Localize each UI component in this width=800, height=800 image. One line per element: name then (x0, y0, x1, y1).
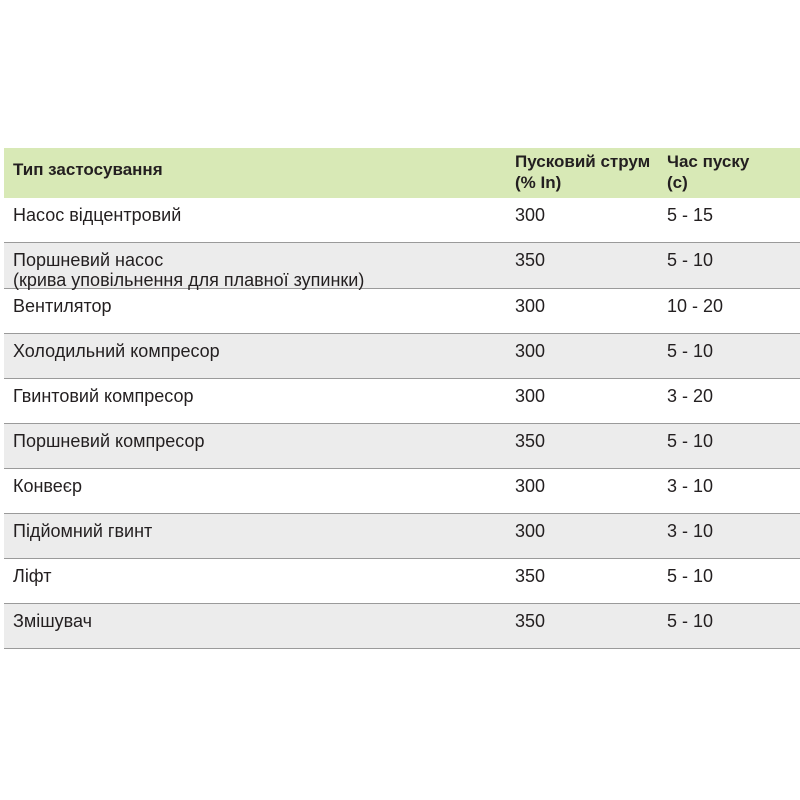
header-starting-current: Пусковий струм (% In) (515, 152, 651, 192)
cell-application: Підйомний гвинт (13, 521, 153, 541)
cell-time: 3 - 20 (667, 386, 714, 406)
table-header-row (4, 148, 800, 198)
cell-current: 300 (515, 296, 546, 316)
table-row (4, 243, 800, 289)
cell-current: 300 (515, 521, 546, 541)
table-row (4, 469, 800, 514)
cell-application: Поршневий насос (крива уповільнення для плавної зупинки) (13, 250, 365, 290)
cell-application: Холодильний компресор (13, 341, 220, 361)
cell-application: Гвинтовий компресор (13, 386, 194, 406)
cell-application: Ліфт (13, 566, 52, 586)
cell-current: 350 (515, 611, 546, 631)
table-row (4, 334, 800, 379)
table-row (4, 289, 800, 334)
cell-time: 3 - 10 (667, 476, 714, 496)
cell-time: 5 - 10 (667, 611, 714, 631)
cell-current: 300 (515, 205, 546, 225)
table-row (4, 379, 800, 424)
cell-time: 5 - 15 (667, 205, 714, 225)
table-row (4, 559, 800, 604)
cell-time: 5 - 10 (667, 431, 714, 451)
table-row (4, 604, 800, 649)
cell-application: Конвеєр (13, 476, 83, 496)
cell-current: 300 (515, 386, 546, 406)
cell-current: 350 (515, 431, 546, 451)
cell-time: 10 - 20 (667, 296, 724, 316)
cell-time: 5 - 10 (667, 341, 714, 361)
cell-time: 3 - 10 (667, 521, 714, 541)
table-row (4, 514, 800, 559)
table-row (4, 198, 800, 243)
cell-application: Вентилятор (13, 296, 112, 316)
cell-current: 350 (515, 566, 546, 586)
cell-time: 5 - 10 (667, 566, 714, 586)
header-start-time: Час пуску (с) (667, 152, 750, 192)
cell-current: 300 (515, 476, 546, 496)
starting-parameters-table (4, 148, 800, 649)
cell-current: 350 (515, 250, 546, 270)
cell-application: Поршневий компресор (13, 431, 205, 451)
cell-application: Змішувач (13, 611, 93, 631)
cell-time: 5 - 10 (667, 250, 714, 270)
header-application-type: Тип застосування (13, 160, 163, 179)
table-row (4, 424, 800, 469)
cell-application: Насос відцентровий (13, 205, 182, 225)
cell-current: 300 (515, 341, 546, 361)
